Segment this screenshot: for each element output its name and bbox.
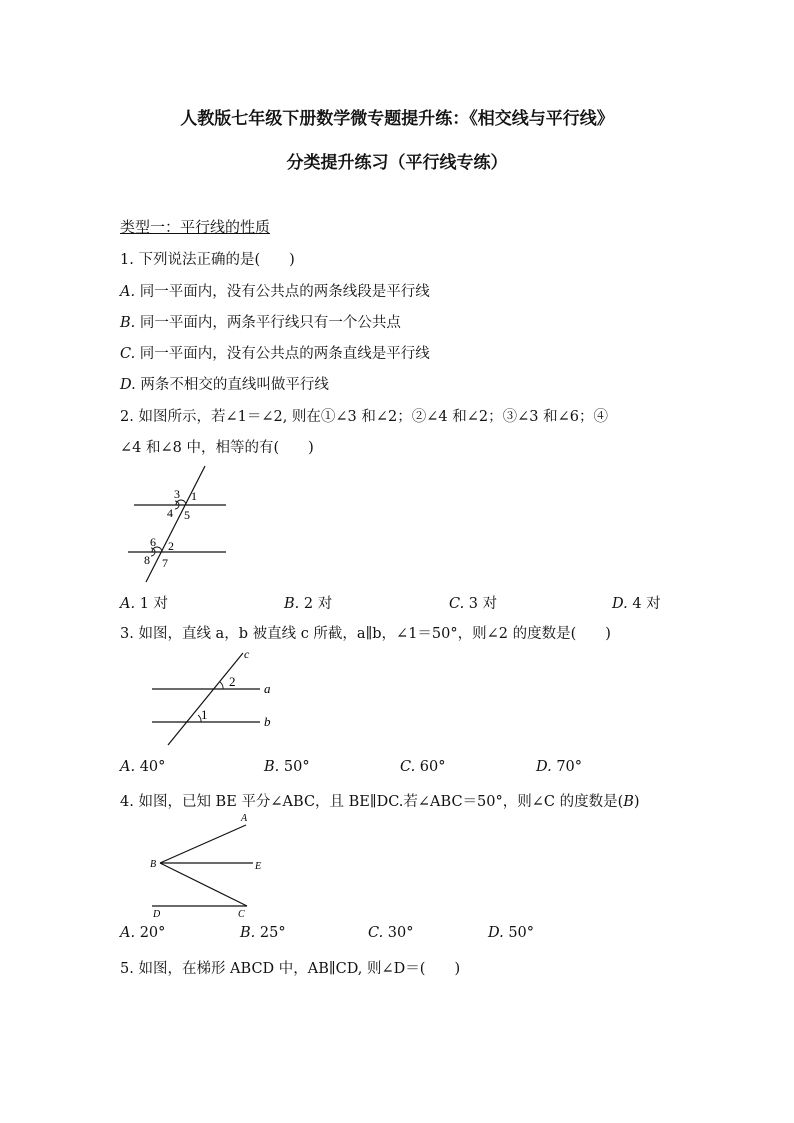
- option-letter: C.: [368, 925, 384, 941]
- point-label-a: A: [241, 813, 248, 824]
- option-text: 30°: [383, 925, 414, 941]
- question-1-option-b: [120, 311, 401, 332]
- question-4-stem-close: ): [633, 794, 640, 810]
- question-3-option-b: [264, 759, 310, 775]
- option-letter: B.: [264, 759, 280, 775]
- option-text: 两条不相交的直线叫做平行线: [135, 377, 329, 393]
- option-letter: D.: [120, 377, 136, 393]
- option-text: 40°: [135, 759, 166, 775]
- point-label-d: D: [153, 909, 161, 920]
- option-letter: D.: [536, 759, 552, 775]
- line-label-a: a: [264, 681, 271, 696]
- question-4-option-a: [120, 925, 165, 941]
- question-3-option-d: [536, 759, 582, 775]
- option-text: 同一平面内，没有公共点的两条线段是平行线: [135, 284, 430, 300]
- title-line-2: 分类提升练习（平行线专练）: [286, 153, 508, 173]
- option-letter: A.: [120, 284, 136, 300]
- section-heading: 类型一：平行线的性质: [120, 218, 271, 236]
- option-letter: A.: [120, 759, 136, 775]
- option-letter: B.: [284, 596, 300, 612]
- question-1-option-c: [120, 342, 430, 363]
- option-letter: D.: [488, 925, 504, 941]
- option-text: 同一平面内，两条平行线只有一个公共点: [135, 315, 401, 331]
- question-1-option-d: [120, 373, 329, 394]
- question-5-stem: 5. 如图，在梯形 ABCD 中，AB∥CD, 则∠D＝( ): [120, 961, 461, 977]
- angle-label-1: 1: [201, 707, 208, 722]
- option-text: 20°: [135, 925, 166, 941]
- question-3-stem: 3. 如图，直线 a，b 被直线 c 所截，a∥b，∠1＝50°，则∠2 的度数是( ): [120, 626, 611, 642]
- option-letter: C.: [449, 596, 465, 612]
- angle-label-1: 1: [191, 489, 197, 503]
- question-2-option-d: [612, 592, 661, 613]
- line-label-b: b: [264, 714, 271, 729]
- angle-label-7: 7: [162, 556, 168, 570]
- question-4-figure: [145, 812, 275, 920]
- option-letter: B.: [120, 315, 136, 331]
- question-3-option-c: [400, 759, 446, 775]
- point-label-e: E: [255, 861, 262, 872]
- angle-label-3: 3: [174, 487, 180, 501]
- angle-label-8: 8: [144, 553, 150, 567]
- option-text: 25°: [255, 925, 286, 941]
- point-label-c: C: [238, 909, 245, 920]
- option-letter: C.: [400, 759, 416, 775]
- option-text: 2 对: [299, 596, 333, 612]
- question-4-option-c: [368, 925, 414, 941]
- option-text: 70°: [551, 759, 583, 775]
- option-text: 4 对: [627, 596, 661, 612]
- question-2-option-b: [284, 592, 332, 613]
- option-letter: B.: [240, 925, 256, 941]
- angle-label-6: 6: [150, 535, 156, 549]
- angle-label-2: 2: [229, 674, 236, 689]
- question-3-figure: [145, 648, 285, 748]
- question-1-option-a: [120, 280, 430, 301]
- option-letter: A.: [120, 925, 136, 941]
- option-text: 50°: [503, 925, 535, 941]
- option-letter: D.: [612, 596, 628, 612]
- option-text: 60°: [415, 759, 446, 775]
- question-4-option-b: [240, 925, 286, 941]
- question-2-option-c: [449, 592, 497, 613]
- angle-label-2: 2: [168, 539, 174, 553]
- question-3-option-a: [120, 759, 165, 775]
- option-text: 1 对: [135, 596, 169, 612]
- option-text: 50°: [279, 759, 310, 775]
- question-1-stem: 1. 下列说法正确的是( ): [120, 252, 295, 268]
- angle-label-4: 4: [167, 506, 173, 520]
- line-label-c: c: [244, 647, 250, 661]
- question-2-figure: [120, 462, 240, 587]
- option-letter: A.: [120, 596, 136, 612]
- question-2-option-a: [120, 592, 168, 613]
- point-label-b: B: [150, 859, 157, 870]
- option-text: 同一平面内，没有公共点的两条直线是平行线: [135, 346, 430, 362]
- question-4-stem-text: 4. 如图，已知 BE 平分∠ABC，且 BE∥DC.若∠ABC＝50°，则∠C 的度数是(: [120, 794, 624, 810]
- question-2-stem-line-1: 2. 如图所示，若∠1＝∠2, 则在①∠3 和∠2；②∠4 和∠2；③∠3 和∠6；④: [120, 409, 608, 425]
- option-text: 3 对: [464, 596, 498, 612]
- title-line-1: 人教版七年级下册数学微专题提升练：《相交线与平行线》: [180, 109, 614, 129]
- question-2-stem-line-2: ∠4 和∠8 中，相等的有( ): [120, 440, 314, 456]
- option-letter: C.: [120, 346, 136, 362]
- angle-label-5: 5: [184, 508, 190, 522]
- question-4-option-d: [488, 925, 534, 941]
- question-4-answer: B: [623, 794, 634, 810]
- question-4-stem: [120, 790, 640, 811]
